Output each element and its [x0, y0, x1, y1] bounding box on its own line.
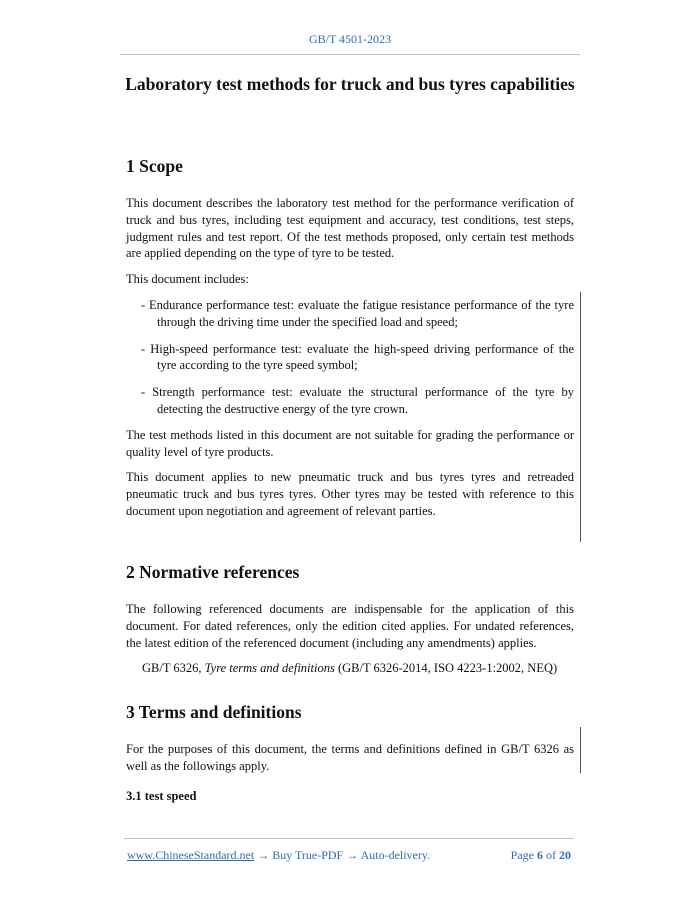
normative-heading: 2 Normative references	[126, 562, 300, 582]
section-terms	[126, 702, 574, 723]
term-3-1	[126, 789, 574, 804]
scope-paragraph-1: This document describes the laboratory test method for the performance verification of truck and bus tyres, including test equipment and accuracy, test conditions, test steps, judgment rules and test report. Of the test methods proposed, only certain test methods are applied depending on the type of tyre to be tested.	[126, 196, 574, 261]
header-rule	[120, 54, 580, 55]
normative-body	[126, 601, 574, 677]
footer-rule	[124, 838, 574, 839]
document-title: Laboratory test methods for truck and bus tyres capabilities	[125, 74, 575, 94]
normative-reference	[126, 660, 574, 677]
website-link[interactable]: www.ChineseStandard.net	[127, 848, 255, 862]
section-normative	[126, 562, 574, 583]
of-label: of	[543, 848, 559, 862]
page-number: 6	[537, 848, 543, 862]
page-label: Page	[510, 848, 537, 862]
total-pages: 20	[559, 848, 571, 862]
scope-paragraph-3: The test methods listed in this document are not suitable for grading the performance or quality level of tyre products.	[126, 427, 574, 459]
page-indicator	[511, 848, 571, 863]
scope-paragraph-2: This document includes:	[126, 272, 249, 287]
change-bar	[580, 292, 581, 542]
standard-code: GB/T 4501-2023	[308, 32, 392, 46]
scope-item-strength: - Strength performance test: evaluate the structural performance of the tyre by detecting the destructive energy of the tyre crown.	[141, 385, 574, 416]
terms-heading: 3 Terms and definitions	[126, 702, 302, 722]
reference-title: Tyre terms and definitions	[204, 661, 335, 676]
scope-paragraph-4: This document applies to new pneumatic truck and bus tyres tyres and retreaded pneumatic truck and bus tyres tyres. Other tyres may be tested with reference to this document upon negotiation and agreement of relevant parties.	[126, 470, 574, 518]
terms-body	[126, 741, 574, 775]
footer-promo-text: → Buy True-PDF → Auto-delivery.	[254, 848, 431, 862]
scope-body	[126, 195, 574, 520]
term-heading: 3.1 test speed	[126, 789, 197, 803]
footer-promo	[127, 848, 430, 863]
terms-paragraph: For the purposes of this document, the terms and definitions defined in GB/T 6326 as well as the followings apply.	[126, 742, 574, 773]
normative-paragraph: The following referenced documents are indispensable for the application of this document. For dated references, only the edition cited applies. For undated references, the latest edition of the referenced document (including any amendments) applies.	[126, 602, 574, 650]
scope-item-high-speed: - High-speed performance test: evaluate the high-speed driving performance of the tyre according to the tyre speed symbol;	[141, 341, 574, 373]
section-scope	[126, 156, 574, 177]
change-bar	[580, 727, 581, 773]
reference-details: (GB/T 6326-2014, ISO 4223-1:2002, NEQ)	[334, 661, 558, 676]
scope-item-endurance: - Endurance performance test: evaluate the fatigue resistance performance of the tyre through the driving time under the specified load and speed;	[141, 297, 574, 329]
scope-heading: 1 Scope	[126, 156, 183, 176]
reference-code: GB/T 6326,	[142, 661, 205, 676]
